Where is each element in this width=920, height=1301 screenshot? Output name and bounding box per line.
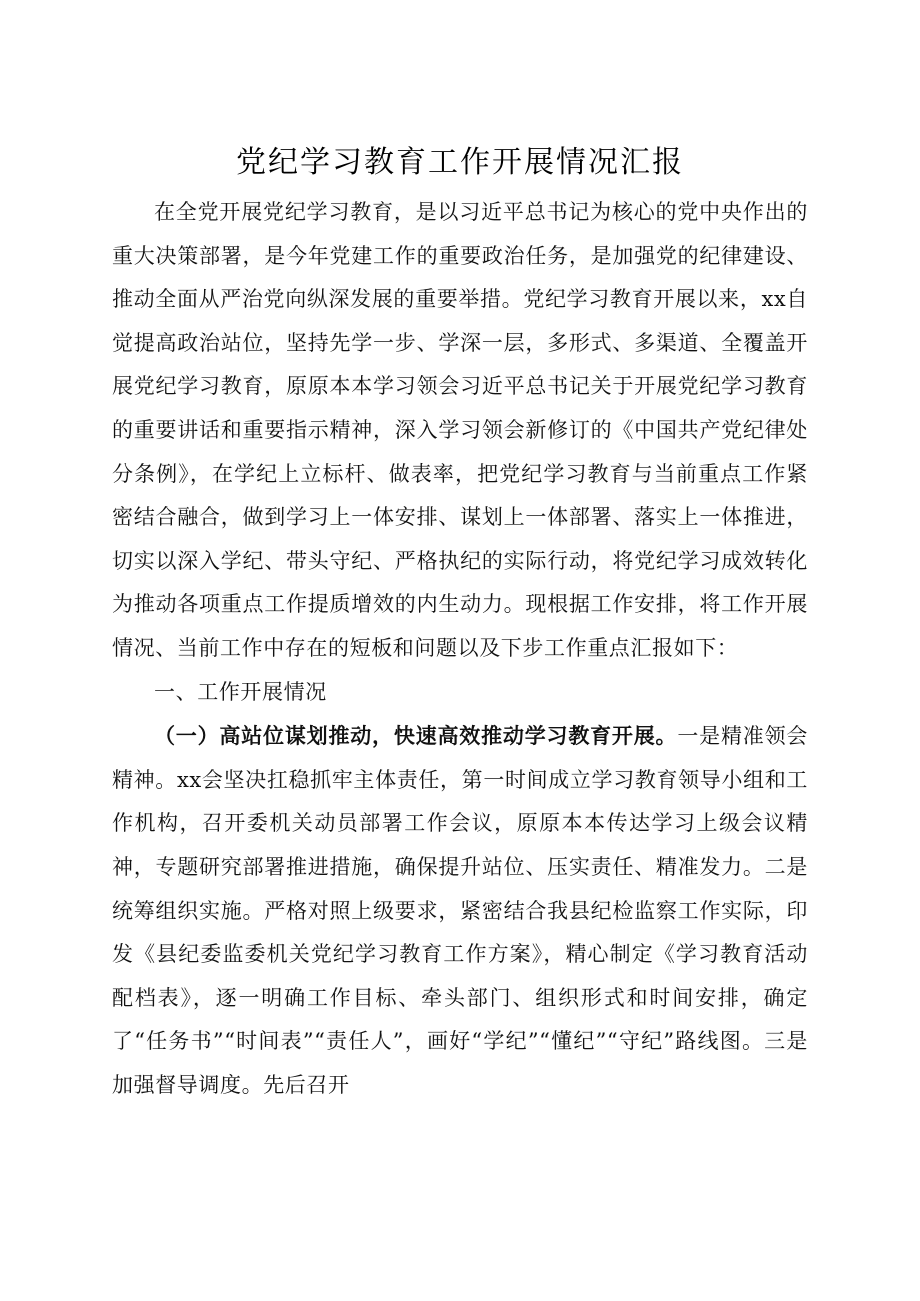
document-body xyxy=(112,191,808,1107)
intro-paragraph: 在全党开展党纪学习教育，是以习近平总书记为核心的党中央作出的重大决策部署，是今年党建工作的重要政治任务，是加强党的纪律建设、推动全面从严治党向纵深发展的重要举措。党纪学习教育开展以来，xx自觉提高政治站位，坚持先学一步、学深一层，多形式、多渠道、全覆盖开展党纪学习教育，原原本本学习领会习近平总书记关于开展党纪学习教育的重要讲话和重要指示精神，深入学习领会新修订的《中国共产党纪律处分条例》，在学纪上立标杆、做表率，把党纪学习教育与当前重点工作紧密结合融合，做到学习上一体安排、谋划上一体部署、落实上一体推进，切实以深入学纪、带头守纪、严格执纪的实际行动，将党纪学习成效转化为推动各项重点工作提质增效的内生动力。现根据工作安排，将工作开展情况、当前工作中存在的短板和问题以及下步工作重点汇报如下： xyxy=(112,200,808,660)
subsection-paragraph xyxy=(112,714,808,1107)
section-heading: 一、工作开展情况 xyxy=(154,679,327,704)
document-title: 党纪学习教育工作开展情况汇报 xyxy=(236,145,684,180)
subsection-heading: （一）高站位谋划推动，快速高效推动学习教育开展。 xyxy=(154,723,678,749)
subsection-body: 一是精准领会精神。xx会坚决扛稳抓牢主体责任，第一时间成立学习教育领导小组和工作机构，召开委机关动员部署工作会议，原原本本传达学习上级会议精神，专题研究部署推进措施，确保提升站位、压实责任、精准发力。二是统筹组织实施。严格对照上级要求，紧密结合我县纪检监察工作实际，印发《县纪委监委机关党纪学习教育工作方案》，精心制定《学习教育活动配档表》，逐一明确工作目标、牵头部门、组织形式和时间安排，确定了“任务书”“时间表”“责任人”，画好“学纪”“懂纪”“守纪”路线图。三是加强督导调度。先后召开 xyxy=(112,724,808,1097)
